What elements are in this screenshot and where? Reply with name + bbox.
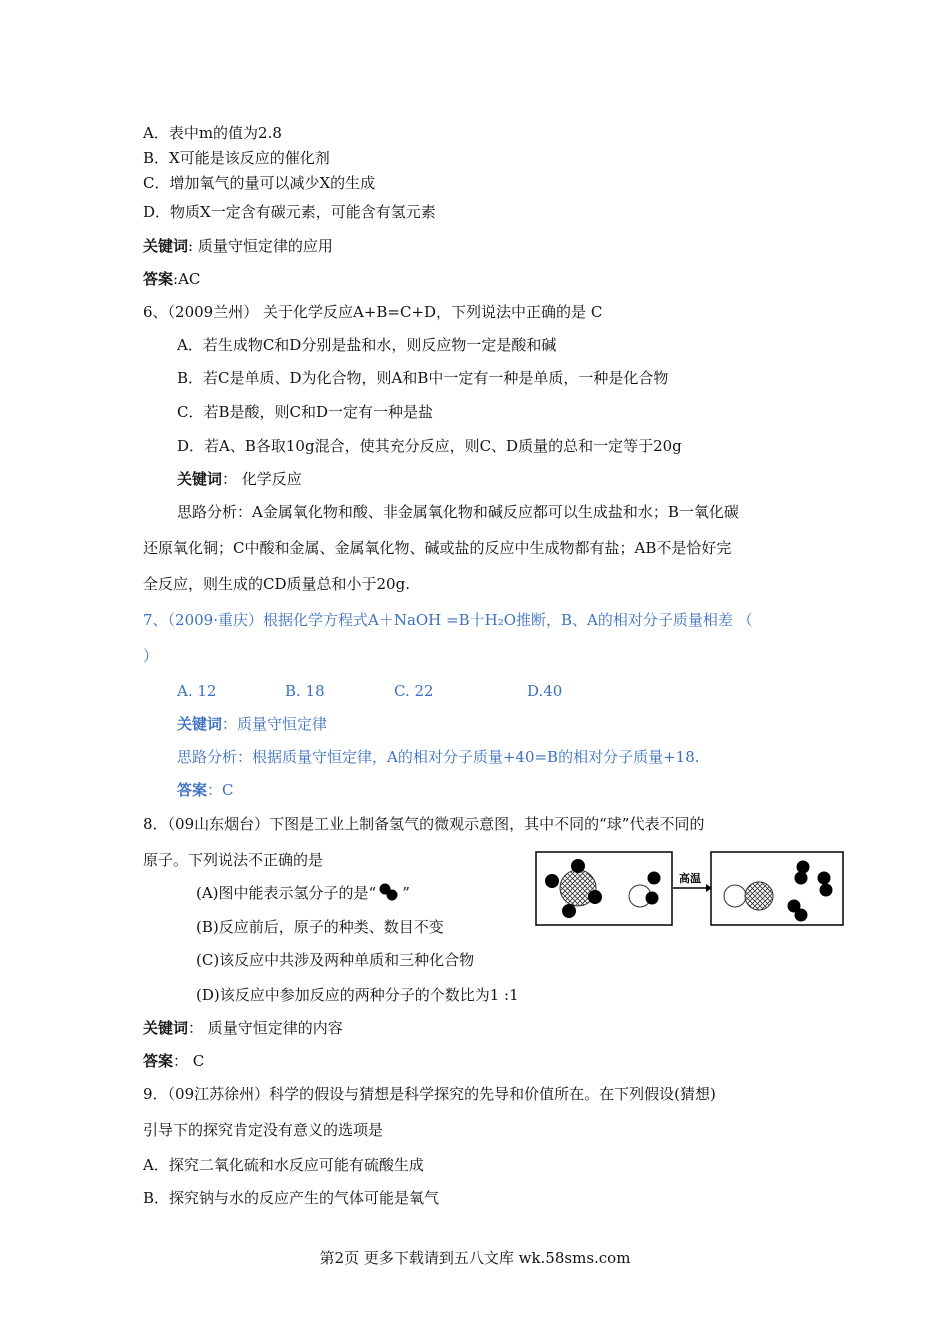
q9-option-b: B．探究钠与水的反应产生的气体可能是氧气	[143, 1189, 440, 1207]
q5-answer	[143, 269, 200, 289]
q6-analysis-line-3: 全反应，则生成的CD质量总和小于20g.	[143, 575, 410, 593]
q6-analysis-line-2: 还原氧化铜；C中酸和金属、金属氧化物、碱或盐的反应中生成物都有盐；AB不是恰好完	[143, 539, 732, 557]
carbon-monoxide-molecule	[724, 882, 773, 910]
q7-option-d: D.40	[527, 682, 563, 700]
keyword-value: : 质量守恒定律的应用	[188, 237, 333, 255]
q8-option-b: (B)反应前后，原子的种类、数目不变	[196, 918, 444, 936]
q9-stem-line-2: 引导下的探究肯定没有意义的选项是	[143, 1121, 384, 1139]
q7-answer	[177, 780, 234, 800]
q7-option-c: C. 22	[394, 682, 434, 700]
reactants-box	[536, 852, 672, 925]
q8-option-a-close: ”	[402, 884, 410, 902]
q6-stem: 6、（2009兰州） 关于化学反应A+B=C+D，下列说法中正确的是 C	[143, 303, 603, 321]
answer-value: :AC	[173, 270, 201, 288]
q5-keyword	[143, 236, 333, 256]
answer-label: 答案	[177, 781, 208, 799]
q6-analysis-line-1: 思路分析：A金属氧化物和酸、非金属氧化物和碱反应都可以生成盐和水；B一氧化碳	[177, 503, 739, 521]
q9-stem-line-1: 9．（09江苏徐州）科学的假设与猜想是科学探究的先导和价值所在。在下列假设(猜想)	[143, 1085, 716, 1103]
q8-option-a-text: (A)图中能表示氢分子的是“	[196, 884, 377, 902]
keyword-value: ： 化学反应	[222, 470, 302, 488]
q7-analysis: 思路分析：根据质量守恒定律，A的相对分子质量+40=B的相对分子质量+18.	[177, 748, 700, 766]
q7-option-b: B. 18	[285, 682, 325, 700]
reaction-diagram	[535, 851, 845, 927]
arrow-label: 高温	[679, 872, 701, 885]
answer-value: ：C	[207, 781, 234, 799]
keyword-label: 关键词	[143, 1019, 189, 1037]
q8-option-d: (D)该反应中参加反应的两种分子的个数比为1 :1	[196, 986, 519, 1004]
answer-label: 答案	[143, 1052, 174, 1070]
q8-stem-line-2: 原子。下列说法不正确的是	[143, 851, 324, 869]
keyword-value: ：质量守恒定律	[222, 715, 328, 733]
q8-option-a	[196, 883, 410, 903]
q8-option-c: (C)该反应中共涉及两种单质和三种化合物	[196, 951, 475, 969]
answer-value: ： C	[173, 1052, 205, 1070]
q7-option-a: A. 12	[177, 682, 217, 700]
q5-option-d: D．物质X一定含有碳元素，可能含有氢元素	[143, 203, 436, 221]
q8-keyword	[143, 1018, 343, 1038]
answer-label: 答案	[143, 270, 174, 288]
hydrogen-molecule-icon	[376, 883, 402, 901]
q7-stem-cont: ）	[143, 647, 159, 665]
q8-stem-line-1: 8．（09山东烟台）下图是工业上制备氢气的微观示意图，其中不同的“球”代表不同的	[143, 815, 705, 833]
q5-option-a: A．表中m的值为2.8	[143, 124, 282, 142]
keyword-label: 关键词	[143, 237, 189, 255]
q7-stem: 7、（2009·重庆）根据化学方程式A＋NaOH =B十H₂O推断，B、A的相对分子质量相差 （	[143, 611, 753, 629]
page-footer: 第2页 更多下载请到五八文库 wk.58sms.com	[319, 1249, 631, 1267]
q6-option-d: D．若A、B各取10g混合，使其充分反应，则C、D质量的总和一定等于20g	[177, 437, 682, 455]
q6-option-a: A．若生成物C和D分别是盐和水，则反应物一定是酸和碱	[177, 336, 557, 354]
q9-option-a: A．探究二氧化硫和水反应可能有硫酸生成	[143, 1156, 424, 1174]
keyword-label: 关键词	[177, 470, 223, 488]
q6-option-b: B．若C是单质、D为化合物，则A和B中一定有一种是单质，一种是化合物	[177, 369, 669, 387]
q5-option-c: C．增加氧气的量可以减少X的生成	[143, 174, 376, 192]
q7-keyword	[177, 714, 327, 734]
q8-answer	[143, 1051, 204, 1071]
q6-option-c: C．若B是酸，则C和D一定有一种是盐	[177, 403, 434, 421]
q5-option-b: B．X可能是该反应的催化剂	[143, 149, 330, 167]
keyword-value: ： 质量守恒定律的内容	[188, 1019, 343, 1037]
keyword-label: 关键词	[177, 715, 223, 733]
q6-keyword	[177, 469, 302, 489]
